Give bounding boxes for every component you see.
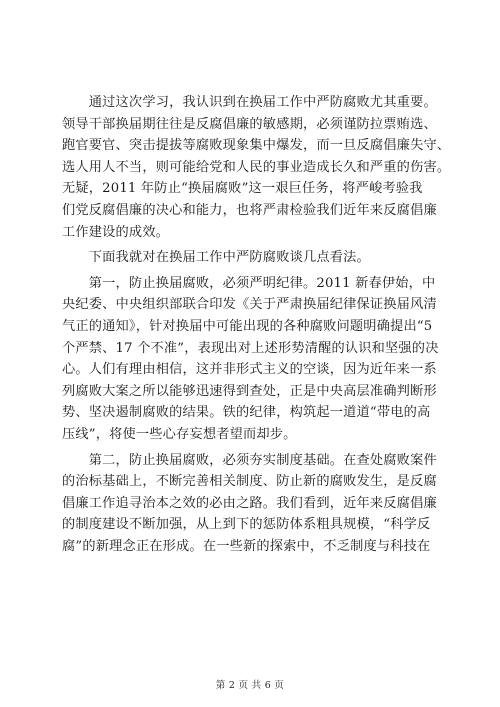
text-line: 气正的通知》，针对换届中可能出现的各种腐败问题明确提出“5: [62, 318, 433, 334]
text-line: 第一，防止换届腐败，必须严明纪律。2011 新春伊始，中: [62, 275, 436, 291]
text-line: 选人用人不当，则可能给党和人民的事业造成长久和严重的伤害。: [62, 159, 451, 175]
paragraph-transition: [62, 247, 462, 269]
text-line: 通过这次学习，我认识到在换届工作中严防腐败尤其重要。: [62, 95, 437, 110]
text-line: 第二，防止换届腐败，必须夯实制度基础。在查处腐败案件: [62, 452, 437, 468]
paragraph-point-two: [62, 450, 462, 558]
page-number: 第 2 页 共 6 页: [215, 680, 285, 691]
text-line: 的制度建设不断加强，从上到下的惩防体系粗具规模，“科学反: [62, 517, 431, 533]
text-line: 心。人们有理由相信，这并非形式主义的空谈，因为近年来一系: [62, 362, 437, 378]
paragraph-intro: [62, 92, 462, 243]
text-line: 们党反腐倡廉的决心和能力，也将严肃检验我们近年来反腐倡廉: [62, 202, 437, 218]
text-line: 下面我就对在换届工作中严防腐败谈几点看法。: [62, 250, 370, 266]
text-line: 压线”，将使一些心存妄想者望而却步。: [62, 426, 297, 442]
text-line: 个严禁、17 个不准”，表现出对上述形势清醒的认识和坚强的决: [62, 340, 439, 356]
text-line: 的治标基础上，不断完善相关制度、防止新的腐败发生，是反腐: [62, 474, 437, 490]
text-line: 领导干部换届期往往是反腐倡廉的敏感期，必须谨防拉票贿选、: [62, 116, 437, 132]
text-line: 无疑，2011 年防止“换届腐败”这一艰巨任务，将严峻考验我: [62, 181, 423, 197]
text-line: 工作建设的成效。: [62, 224, 170, 240]
text-line: 跑官要官、突击提拔等腐败现象集中爆发，而一旦反腐倡廉失守、: [62, 138, 451, 154]
text-line: 列腐败大案之所以能够迅速得到查处，正是中央高层准确判断形: [62, 383, 437, 399]
document-body: [62, 92, 462, 557]
text-line: 势、坚决遏制腐败的结果。铁的纪律，构筑起一道道“带电的高: [62, 405, 431, 421]
text-line: 腐”的新理念正在形成。在一些新的探索中，不乏制度与科技在: [62, 538, 431, 554]
text-line: 倡廉工作追寻治本之效的必由之路。我们看到，近年来反腐倡廉: [62, 495, 437, 511]
page-footer: [0, 677, 500, 691]
paragraph-point-one: [62, 273, 462, 446]
text-line: 央纪委、中央组织部联合印发《关于严肃换届纪律保证换届风清: [62, 297, 437, 313]
